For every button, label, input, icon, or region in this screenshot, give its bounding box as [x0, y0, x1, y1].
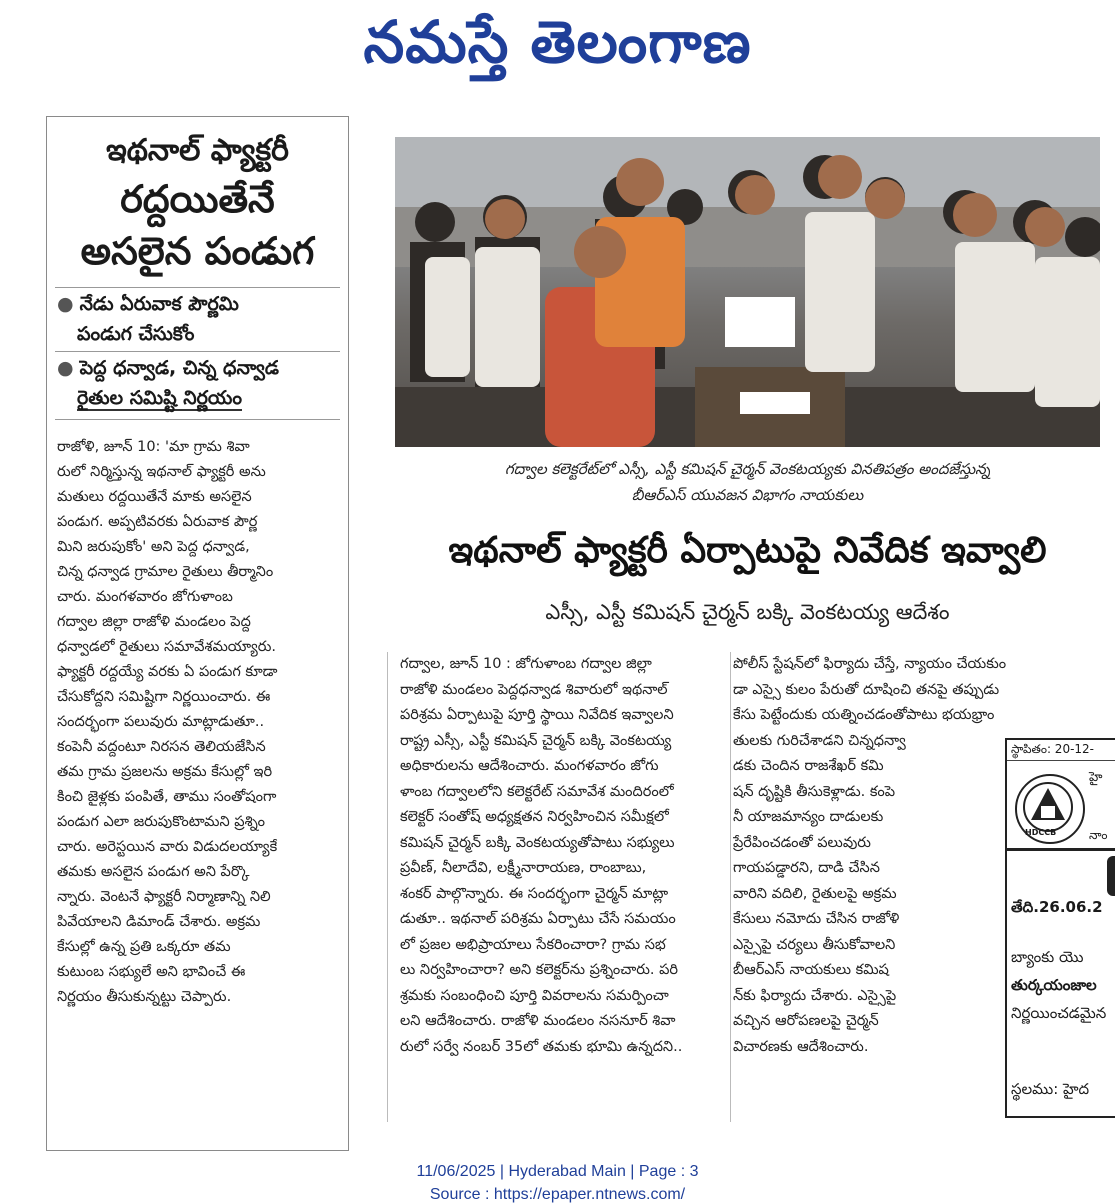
- main-story-col1-line: పరిశ్రమ ఏర్పాటుపై పూర్తి స్థాయి నివేదిక ఇవ్వాలని: [400, 707, 674, 723]
- main-story-col1-line: రాష్ట్ర ఎస్సీ, ఎస్టీ కమిషన్ చైర్మన్ బక్కి వెంకటయ్య: [400, 732, 672, 749]
- left-story-body-line: తమ గ్రామ ప్రజలను అక్రమ కేసుల్లో ఇరి: [57, 764, 273, 780]
- footer-date-edition: 11/06/2025 | Hyderabad Main | Page : 3: [416, 1163, 699, 1180]
- main-story-col1-line: లు నిర్వహించారా? అని కలెక్టర్‌ను ప్రశ్నించారు. పరి: [400, 962, 678, 978]
- left-story-body-line: చారు. అరెస్టయిన వారు విడుదలయ్యాకే: [57, 839, 278, 855]
- left-story-body: [57, 435, 342, 1010]
- bullet-2: [57, 353, 342, 413]
- left-story-body-line: చిన్న ధన్వాడ గ్రామాల రైతులు తీర్మానిం: [57, 564, 274, 580]
- ad-date: తేది.26.06.2: [1011, 898, 1103, 916]
- divider: [55, 287, 340, 288]
- ad-text-line: తుర్కయంజాల: [1011, 976, 1097, 994]
- left-story-body-line: కుటుంబ సభ్యులే అని భావించే ఈ: [57, 964, 246, 980]
- ad-text-line: నిర్ణయించడమైన: [1011, 1004, 1107, 1022]
- bank-logo-label: HDCCB: [1025, 828, 1057, 837]
- main-story-column-1: [400, 652, 735, 1060]
- left-story-body-line: నిర్ణయం తీసుకున్నట్టు చెప్పారు.: [57, 989, 232, 1005]
- photo-caption: [395, 456, 1100, 508]
- column-rule: [387, 652, 388, 1122]
- left-story-body-line: మతులు రద్దయితేనే మాకు అసలైన: [57, 489, 252, 505]
- main-story-col2-line: బీఆర్‌ఎస్ నాయకులు కమిష: [733, 962, 889, 978]
- left-story-box: [46, 116, 349, 1151]
- left-story-body-line: చేసుకోద్దని సమిష్టిగా నిర్ణయించారు. ఈ: [57, 689, 271, 705]
- bullet-1: [57, 289, 342, 349]
- left-story-body-line: రాజోళి, జూన్ 10: 'మా గ్రామ శివా: [57, 439, 250, 455]
- left-story-body-line: గద్వాల జిల్లా రాజోళి మండలం పెద్ద: [57, 614, 251, 630]
- left-story-body-line: సందర్భంగా పలువురు మాట్లాడుతూ..: [57, 714, 265, 730]
- divider: [1007, 848, 1115, 851]
- main-story-col1-line: ళాంబ గద్వాలలోని కలెక్టరేట్ సమావేశ మందిరంలో: [400, 783, 674, 800]
- masthead-logo: నమస్తే తెలంగాణ: [363, 8, 752, 76]
- left-headline-line2: రద్దయితేనే: [120, 177, 275, 221]
- main-story-col1-line: గద్వాల, జూన్ 10 : జోగుళాంబ గద్వాల జిల్లా: [400, 656, 652, 672]
- bank-advertisement: [1005, 738, 1115, 1118]
- divider: [55, 351, 340, 352]
- main-story-col2-line: కేసు పెట్టేందుకు యత్నించడంతోపాటు భయభ్రాం: [733, 707, 995, 723]
- main-story-col2-line: పోలీస్ స్టేషన్‌లో ఫిర్యాదు చేస్తే, న్యాయం చేయకుం: [733, 656, 1007, 672]
- main-story-col1-line: లని ఆదేశించారు. రాజోళి మండలం నసనూర్ శివా: [400, 1013, 676, 1029]
- main-story-col2-line: షన్ దృష్టికి తీసుకెళ్లాడు. కంపె: [733, 783, 896, 800]
- main-story-col1-line: లో ప్రజల అభిప్రాయాలు సేకరించారా? గ్రామ సభ: [400, 936, 666, 953]
- main-story-col1-line: అధికారులను ఆదేశించారు. మంగళవారం జోగు: [400, 758, 659, 774]
- main-story-col2-line: తులకు గురిచేశాడని చిన్నధన్వా: [733, 732, 906, 749]
- left-story-body-line: పండుగ. అప్పటివరకు ఏరువాక పౌర్ణ: [57, 514, 258, 530]
- divider: [55, 419, 340, 420]
- main-story-col2-line: వచ్చిన ఆరోపణలపై చైర్మన్: [733, 1013, 879, 1029]
- ad-text-line: బ్యాంకు యొ: [1011, 948, 1084, 966]
- left-story-body-line: న్నారు. వెంటనే ఫ్యాక్టరీ నిర్మాణాన్ని నిలి: [57, 889, 271, 905]
- main-story-col1-line: శంకర్ పాల్గొన్నారు. ఈ సందర్భంగా చైర్మన్ మాట్లా: [400, 885, 669, 902]
- main-story-col2-line: వారిని వదిలి, రైతులపై అక్రమ: [733, 885, 897, 902]
- ad-established-text: స్థాపితం: 20-12-: [1005, 738, 1115, 761]
- ad-heading-block: [1107, 856, 1115, 896]
- main-story-col1-line: రులో సర్వే నంబర్ 35లో తమకు భూమి ఉన్నదని..: [400, 1038, 683, 1055]
- main-headline: ఇథనాల్ ఫ్యాక్టరీ ఏర్పాటుపై నివేదిక ఇవ్వాలి: [448, 530, 1047, 571]
- bullet-1-text-b: పండుగ చేసుకోం: [77, 323, 195, 345]
- bullet-2-text-a: పెద్ద ధన్వాడ, చిన్న ధన్వాడ: [79, 357, 279, 379]
- main-story-col1-line: శ్రమకు సంబంధించి పూర్తి వివరాలను సమర్పించా: [400, 987, 669, 1004]
- left-headline-line3: అసలైన పండుగ: [80, 229, 315, 273]
- main-story-col1-line: డుతూ.. ఇథనాల్ పరిశ్రమ ఏర్పాటు చేసే సమయం: [400, 911, 676, 927]
- main-story-col2-line: డకు చెందిన రాజశేఖర్ కమి: [733, 758, 884, 774]
- left-story-body-line: కించి జైళ్లకు పంపితే, తాము సంతోషంగా: [57, 789, 277, 805]
- left-story-body-line: ధన్వాడలో రైతులు సమావేశమయ్యారు.: [57, 639, 276, 655]
- footer-source: Source : https://epaper.ntnews.com/: [429, 1186, 686, 1203]
- main-subheadline: ఎస్సీ, ఎస్టీ కమిషన్ చైర్మన్ బక్కి వెంకటయ్య ఆదేశం: [545, 600, 950, 624]
- ad-title-fragment: హై: [1089, 770, 1103, 785]
- main-story-col2-line: గాయపడ్డారని, దాడి చేసిన: [733, 860, 880, 876]
- photo-caption-line2: బీఆర్‌ఎస్ యువజన విభాగం నాయకులు: [631, 486, 864, 504]
- ad-subtitle-fragment: నాం: [1089, 828, 1108, 842]
- main-story-col1-line: ప్రవీణ్, నీలాదేవి, లక్ష్మీనారాయణ, రాంబాబు,: [400, 860, 647, 876]
- main-story-col2-line: కేసులు నమోదు చేసిన రాజోళి: [733, 911, 900, 927]
- main-story-col1-line: కమిషన్ చైర్మన్ బక్కి వెంకటయ్యతోపాటు సభ్యులు: [400, 834, 675, 851]
- main-story-col2-line: నీ యాజమాన్యం దాడులకు: [733, 809, 884, 825]
- left-story-body-line: ఫ్యాక్టరీ రద్దయ్యే వరకు ఏ పండుగ కూడా: [57, 664, 278, 680]
- bullet-2-text-b: రైతుల సమిష్టి నిర్ణయం: [77, 387, 242, 409]
- main-story-col1-line: కలెక్టర్ సంతోష్ అధ్యక్షతన నిర్వహించిన సమీక్షలో: [400, 809, 669, 825]
- left-story-body-line: పండుగ ఎలా జరుపుకొంటామని ప్రశ్నిం: [57, 814, 265, 830]
- bullet-dot-icon: ●: [57, 357, 74, 379]
- left-story-body-line: కంపెనీ వద్దంటూ నిరసన తెలియజేసిన: [57, 739, 266, 755]
- left-headline-line1: ఇథనాల్ ఫ్యాక్టరీ: [106, 133, 289, 168]
- main-story-col2-line: న్‌కు ఫిర్యాదు చేశారు. ఎస్సైపై: [733, 987, 897, 1004]
- left-story-body-line: చారు. మంగళవారం జోగుళాంబ: [57, 589, 233, 605]
- ad-venue: స్థలము: హైద: [1011, 1080, 1090, 1098]
- main-story-col2-line: డా ఎస్సై కులం పేరుతో దూషించి తనపై తప్పుడు: [733, 681, 1000, 698]
- photo-caption-line1: గద్వాల కలెక్టరేట్‌లో ఎస్సీ, ఎస్టీ కమిషన్ చైర్మన్ వెంకటయ్యకు వినతిపత్రం అందజేస్తున్న: [504, 460, 991, 478]
- bullet-1-text-a: నేడు ఏరువాక పౌర్ణమి: [79, 293, 239, 315]
- left-story-body-line: మిని జరుపుకోం' అని పెద్ద ధన్వాడ,: [57, 539, 250, 555]
- main-story-col2-line: ఎస్సైపై చర్యలు తీసుకోవాలని: [733, 936, 896, 953]
- left-story-body-line: కేసుల్లో ఉన్న ప్రతి ఒక్కరూ తమ: [57, 939, 231, 955]
- bullet-dot-icon: ●: [57, 293, 74, 315]
- left-story-body-line: తమకు అసలైన పండుగ అని పేర్కొ: [57, 864, 250, 880]
- main-story-col1-line: రాజోళి మండలం పెద్దధన్వాడ శివారులో ఇథనాల్: [400, 681, 668, 698]
- main-story-col2-line: ప్రేరేపించడంతో పలువురు: [733, 834, 871, 851]
- left-story-body-line: రులో నిర్మిస్తున్న ఇథనాల్ ఫ్యాక్టరీ అను: [57, 464, 266, 480]
- main-story-col2-line: విచారణకు ఆదేశించారు.: [733, 1038, 869, 1055]
- left-story-body-line: పివేయాలని డిమాండ్ చేశారు. అక్రమ: [57, 914, 261, 930]
- news-photo: [395, 137, 1100, 447]
